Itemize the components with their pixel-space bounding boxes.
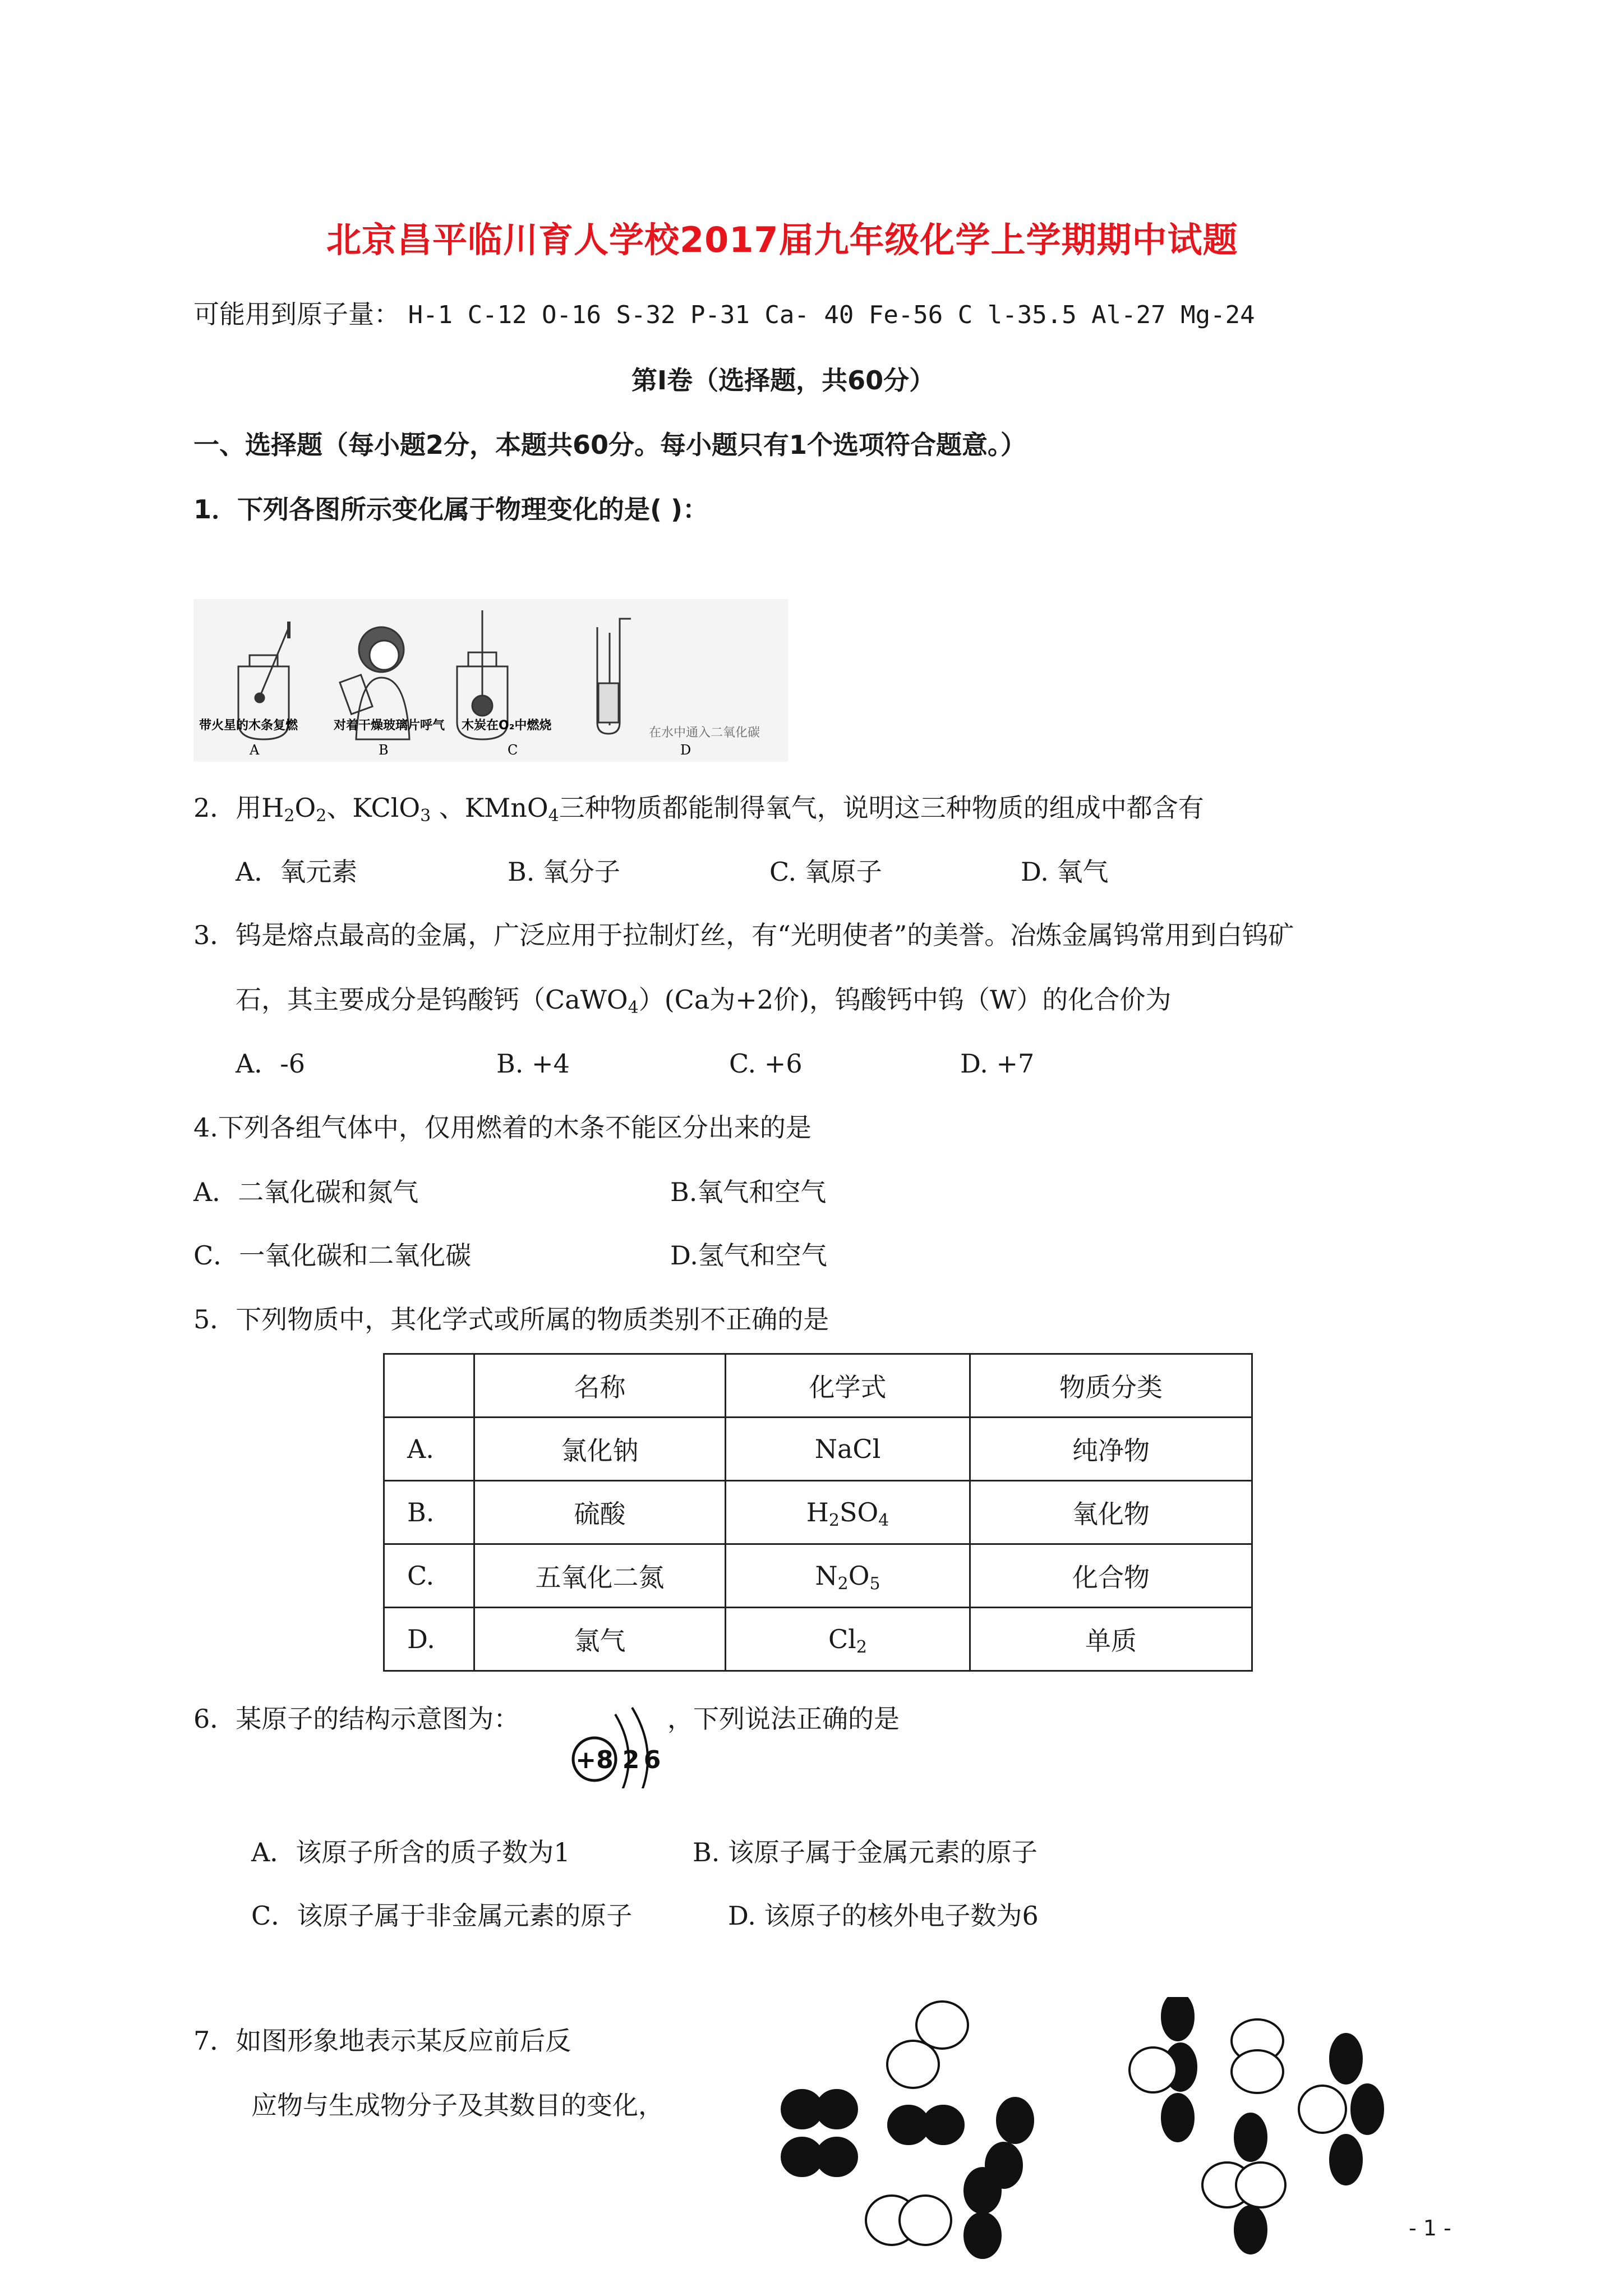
molecule-black-pair (888, 2106, 963, 2144)
atomic-mass-label: 可能用到原子量： (193, 299, 400, 329)
table-header-cell: 化学式 (726, 1354, 970, 1418)
table-cell (726, 1608, 970, 1671)
q6-stem-b: ，下列说法正确的是 (667, 1704, 900, 1734)
formula-sub: 4 (878, 1511, 889, 1530)
molecule-black-pair (782, 2090, 857, 2128)
section-title: 第Ⅰ卷（选择题，共60分） (631, 365, 935, 395)
q1-caption-b: 对着干燥玻璃片呼气 (334, 719, 445, 733)
q2-formula-h2o2: H (261, 793, 284, 823)
q2-option-d: D. 氧气 (1021, 857, 1109, 887)
formula-sub: 5 (869, 1574, 880, 1594)
test-tube-d-icon (597, 619, 631, 734)
q2-formula-kclo3: 、KClO (326, 793, 421, 823)
q2-stem-suffix: 三种物质都能制得氧气，说明这三种物质的组成中都含有 (559, 793, 1204, 823)
formula-part: H (806, 1497, 829, 1527)
q7-line2: 应物与生成物分子及其数目的变化， (251, 2090, 664, 2120)
table-cell: 化合物 (970, 1544, 1252, 1608)
formula-part: SO (839, 1497, 879, 1527)
table-cell: A. (384, 1418, 474, 1481)
q3-option-d: D. +7 (960, 1048, 1035, 1079)
q2-option-b: B. 氧分子 (508, 857, 621, 887)
q3-line2-a: 石，其主要成分是钨酸钙（CaWO (236, 984, 628, 1015)
page-title: 北京昌平临川育人学校2017届九年级化学上学期期中试题 (326, 219, 1238, 260)
q3-option-b: B. +4 (496, 1048, 570, 1079)
table-header-cell: 名称 (474, 1354, 726, 1418)
table-cell (726, 1544, 970, 1608)
shell-1-count: 2 (622, 1746, 640, 1774)
q1-letter-a: A (250, 742, 260, 758)
formula-sub: 2 (828, 1511, 840, 1530)
molecule-white (1299, 2086, 1346, 2133)
q3-line2 (236, 983, 1171, 1016)
q4-option-d: D.氢气和空气 (670, 1240, 827, 1271)
page-number: - 1 - (1409, 2216, 1451, 2240)
q2-formula-part: O (294, 793, 316, 823)
table-header-cell: 物质分类 (970, 1354, 1252, 1418)
q3-line1: 3．钨是熔点最高的金属，广泛应用于拉制灯丝，有“光明使者”的美誉。冶炼金属钨常用到白钨矿 (193, 920, 1294, 950)
molecule-white (1129, 2019, 1283, 2093)
table-cell: D. (384, 1608, 474, 1671)
formula-sub: 2 (837, 1574, 849, 1594)
q3-line2-b: ）(Ca为+2价)，钨酸钙中钨（W）的化合价为 (638, 984, 1172, 1015)
q5-table (383, 1353, 1253, 1672)
table-cell: B. (384, 1481, 474, 1544)
q7-molecule-diagram (774, 1997, 1396, 2289)
formula-part: O (848, 1561, 870, 1591)
table-header-cell (384, 1354, 474, 1418)
atom-structure-diagram (564, 1699, 676, 1788)
table-cell: 氧化物 (970, 1481, 1252, 1544)
molecule-black-pair-vertical (965, 2168, 1000, 2258)
table-cell: NaCl (726, 1418, 970, 1481)
q1-experiment-illustrations (193, 599, 788, 762)
table-cell: 氯化钠 (474, 1418, 726, 1481)
formula-sub: 2 (856, 1637, 867, 1657)
q4-option-c: C．一氧化碳和二氧化碳 (193, 1240, 472, 1271)
part1-heading: 一、选择题（每小题2分，本题共60分。每小题只有1个选项符合题意。） (193, 430, 1027, 460)
q1-stem: 1．下列各图所示变化属于物理变化的是( )： (193, 494, 709, 524)
table-row (384, 1608, 1252, 1671)
q1-letter-d: D (680, 742, 691, 758)
q1-caption-c: 木炭在O₂中燃烧 (462, 719, 552, 733)
q6-option-d: D. 该原子的核外电子数为6 (728, 1901, 1039, 1931)
q6-stem-a: 6．某原子的结构示意图为： (193, 1704, 520, 1734)
q2-option-c: C. 氧原子 (769, 857, 882, 887)
table-header-row (384, 1354, 1252, 1418)
table-cell: C. (384, 1544, 474, 1608)
molecule-white-pair (887, 2001, 968, 2088)
q3-option-c: C. +6 (729, 1048, 803, 1079)
q2-stem-prefix: 2．用 (193, 793, 262, 823)
molecule-white-pair (866, 2196, 951, 2245)
q2-option-a: A．氧元素 (236, 857, 358, 887)
q4-stem: 4.下列各组气体中，仅用燃着的木条不能区分出来的是 (193, 1112, 811, 1143)
q6-option-a: A．该原子所含的质子数为1 (251, 1837, 570, 1867)
q1-letter-b: B (379, 742, 389, 758)
table-cell: 五氧化二氮 (474, 1544, 726, 1608)
q1-caption-a: 带火星的木条复燃 (199, 719, 298, 733)
q5-stem: 5．下列物质中，其化学式或所属的物质类别不正确的是 (193, 1304, 829, 1335)
q1-caption-d: 在水中通入二氧化碳 (649, 726, 760, 740)
table-cell: 硫酸 (474, 1481, 726, 1544)
atomic-mass-values: H-1 C-12 O-16 S-32 P-31 Ca- 40 Fe-56 C l-35.5 Al-27 Mg-24 (408, 301, 1255, 329)
q2-sub: 2 (284, 806, 295, 826)
q2-sub: 4 (548, 806, 559, 826)
table-row (384, 1544, 1252, 1608)
q6-option-b: B. 该原子属于金属元素的原子 (693, 1837, 1038, 1867)
q1-letter-c: C (508, 742, 518, 758)
q2-stem (193, 791, 1204, 825)
table-row (384, 1418, 1252, 1481)
q3-sub: 4 (628, 998, 639, 1018)
formula-part: Cl (828, 1624, 856, 1654)
q3-option-a: A．-6 (236, 1048, 306, 1079)
atomic-mass-line (193, 297, 1255, 332)
molecule-black-pair (782, 2138, 857, 2176)
q6-option-c: C．该原子属于非金属元素的原子 (251, 1901, 633, 1931)
q7-line1: 7．如图形象地表示某反应前后反 (193, 2026, 571, 2056)
table-cell: 纯净物 (970, 1418, 1252, 1481)
formula-part: N (815, 1561, 838, 1591)
table-cell (726, 1481, 970, 1544)
q2-sub: 3 (420, 806, 431, 826)
molecule-white (1202, 2162, 1285, 2207)
nucleus-charge: +8 (575, 1746, 614, 1774)
table-row (384, 1481, 1252, 1544)
shell-2-count: 6 (643, 1746, 661, 1774)
table-cell: 单质 (970, 1608, 1252, 1671)
q4-option-b: B.氧气和空气 (670, 1177, 827, 1207)
q2-sub: 2 (316, 806, 327, 826)
q1-figure (193, 599, 788, 762)
q2-formula-kmno4: 、KMnO (431, 793, 548, 823)
table-cell: 氯气 (474, 1608, 726, 1671)
q4-option-a: A．二氧化碳和氮气 (193, 1177, 419, 1207)
